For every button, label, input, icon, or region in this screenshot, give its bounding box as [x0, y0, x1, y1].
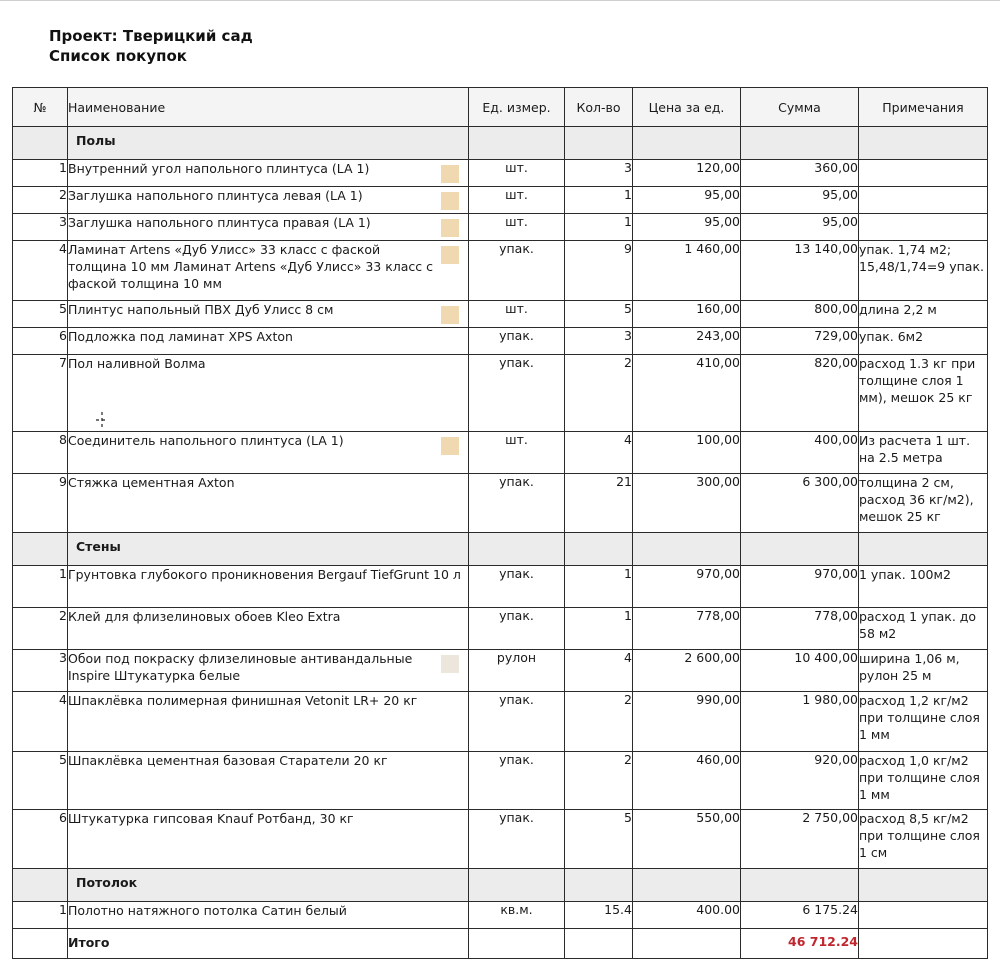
- row-number: 3: [13, 214, 68, 241]
- item-name: Полотно натяжного потолка Сатин белый: [68, 903, 347, 918]
- table-row: [13, 902, 988, 929]
- section-empty-cell: [741, 533, 859, 566]
- item-name-cell: [68, 810, 469, 869]
- item-note: ширина 1,06 м, рулон 25 м: [859, 650, 988, 692]
- section-num-cell: [13, 127, 68, 160]
- item-unit: упак.: [469, 608, 565, 650]
- column-header-note: Примечания: [859, 88, 988, 127]
- item-note: [859, 160, 988, 187]
- item-unit: упак.: [469, 241, 565, 301]
- item-name-cell: [68, 474, 469, 533]
- row-number: 6: [13, 328, 68, 355]
- item-note: расход 1.3 кг при толщине слоя 1 мм), мешок 25 кг: [859, 355, 988, 432]
- item-name-cell: [68, 902, 469, 929]
- material-swatch-icon: [441, 219, 459, 237]
- section-empty-cell: [859, 127, 988, 160]
- item-sum: 820,00: [741, 355, 859, 432]
- item-unit: упак.: [469, 355, 565, 432]
- item-unit: упак.: [469, 328, 565, 355]
- row-number: 3: [13, 650, 68, 692]
- item-price: 410,00: [633, 355, 741, 432]
- table-row: [13, 566, 988, 608]
- table-header-row: [13, 88, 988, 127]
- item-note: [859, 187, 988, 214]
- item-note: расход 1 упак. до 58 м2: [859, 608, 988, 650]
- item-qty: 2: [565, 692, 633, 752]
- item-price: 100,00: [633, 432, 741, 474]
- item-name: Соединитель напольного плинтуса (LA 1): [68, 433, 344, 448]
- section-empty-cell: [633, 533, 741, 566]
- item-note: Из расчета 1 шт. на 2.5 метра: [859, 432, 988, 474]
- material-swatch-icon: [441, 437, 459, 455]
- table-row: [13, 650, 988, 692]
- table-row: [13, 752, 988, 810]
- item-unit: упак.: [469, 752, 565, 810]
- section-title: Стены: [68, 533, 469, 566]
- total-empty-cell: [565, 929, 633, 959]
- item-unit: рулон: [469, 650, 565, 692]
- column-header-unit: Ед. измер.: [469, 88, 565, 127]
- item-name: Внутренний угол напольного плинтуса (LA 1): [68, 161, 370, 176]
- section-num-cell: [13, 869, 68, 902]
- row-number: 9: [13, 474, 68, 533]
- item-sum: 95,00: [741, 187, 859, 214]
- item-name-cell: [68, 692, 469, 752]
- item-qty: 3: [565, 328, 633, 355]
- item-qty: 1: [565, 608, 633, 650]
- item-sum: 729,00: [741, 328, 859, 355]
- item-qty: 21: [565, 474, 633, 533]
- item-sum: 13 140,00: [741, 241, 859, 301]
- item-sum: 920,00: [741, 752, 859, 810]
- item-price: 400.00: [633, 902, 741, 929]
- table-row: [13, 214, 988, 241]
- table-row: [13, 241, 988, 301]
- item-name: Шпаклёвка цементная базовая Старатели 20 кг: [68, 753, 388, 768]
- item-note: толщина 2 см, расход 36 кг/м2), мешок 25 кг: [859, 474, 988, 533]
- total-empty-cell: [469, 929, 565, 959]
- item-name: Клей для флизелиновых обоев Kleo Extra: [68, 609, 341, 624]
- page-title: Список покупок: [49, 47, 187, 65]
- column-header-sum: Сумма: [741, 88, 859, 127]
- top-border: [0, 0, 1000, 1]
- item-qty: 1: [565, 214, 633, 241]
- item-name-cell: [68, 187, 469, 214]
- section-num-cell: [13, 533, 68, 566]
- section-empty-cell: [741, 869, 859, 902]
- item-unit: шт.: [469, 301, 565, 328]
- row-number: 4: [13, 692, 68, 752]
- item-name: Заглушка напольного плинтуса правая (LA 1): [68, 215, 371, 230]
- row-number: 2: [13, 608, 68, 650]
- item-name: Стяжка цементная Axton: [68, 475, 235, 490]
- item-name: Подложка под ламинат XPS Axton: [68, 329, 293, 344]
- item-name: Обои под покраску флизелиновые антивандальные Inspire Штукатурка белые: [68, 651, 413, 683]
- item-name-cell: [68, 355, 469, 432]
- total-row: [13, 929, 988, 959]
- item-qty: 9: [565, 241, 633, 301]
- item-price: 460,00: [633, 752, 741, 810]
- section-empty-cell: [633, 869, 741, 902]
- item-name: Плинтус напольный ПВХ Дуб Улисс 8 см: [68, 302, 334, 317]
- item-price: 970,00: [633, 566, 741, 608]
- section-empty-cell: [565, 533, 633, 566]
- item-sum: 360,00: [741, 160, 859, 187]
- item-name-cell: [68, 752, 469, 810]
- section-empty-cell: [469, 533, 565, 566]
- section-empty-cell: [565, 869, 633, 902]
- total-empty-cell: [633, 929, 741, 959]
- item-name-cell: [68, 432, 469, 474]
- item-note: расход 8,5 кг/м2 при толщине слоя 1 см: [859, 810, 988, 869]
- table-row: [13, 608, 988, 650]
- section-empty-cell: [859, 869, 988, 902]
- item-sum: 2 750,00: [741, 810, 859, 869]
- section-empty-cell: [469, 869, 565, 902]
- item-qty: 4: [565, 650, 633, 692]
- item-price: 300,00: [633, 474, 741, 533]
- item-price: 95,00: [633, 214, 741, 241]
- item-price: 778,00: [633, 608, 741, 650]
- item-name: Пол наливной Волма: [68, 356, 206, 371]
- item-sum: 10 400,00: [741, 650, 859, 692]
- item-unit: шт.: [469, 187, 565, 214]
- item-qty: 4: [565, 432, 633, 474]
- item-qty: 3: [565, 160, 633, 187]
- item-name-cell: [68, 214, 469, 241]
- item-price: 120,00: [633, 160, 741, 187]
- item-unit: кв.м.: [469, 902, 565, 929]
- section-title: Потолок: [68, 869, 469, 902]
- row-number: 6: [13, 810, 68, 869]
- item-unit: упак.: [469, 474, 565, 533]
- material-swatch-icon: [441, 192, 459, 210]
- item-name: Ламинат Artens «Дуб Улисс» 33 класс с фаской толщина 10 мм Ламинат Artens «Дуб Улисс» 33 класс с фаской толщина 10 мм: [68, 242, 433, 291]
- row-number: 4: [13, 241, 68, 301]
- item-name-cell: [68, 608, 469, 650]
- document-header: [49, 26, 253, 66]
- total-num-cell: [13, 929, 68, 959]
- section-empty-cell: [633, 127, 741, 160]
- total-empty-cell: [859, 929, 988, 959]
- row-number: 5: [13, 752, 68, 810]
- item-note: упак. 6м2: [859, 328, 988, 355]
- text-cursor-icon: [94, 410, 110, 432]
- item-name: Шпаклёвка полимерная финишная Vetonit LR+ 20 кг: [68, 693, 418, 708]
- table-row: [13, 692, 988, 752]
- item-qty: 15.4: [565, 902, 633, 929]
- item-note: расход 1,2 кг/м2 при толщине слоя 1 мм: [859, 692, 988, 752]
- item-price: 2 600,00: [633, 650, 741, 692]
- item-name: Грунтовка глубокого проникновения Bergauf TiefGrunt 10 л: [68, 567, 461, 582]
- item-sum: 1 980,00: [741, 692, 859, 752]
- row-number: 2: [13, 187, 68, 214]
- row-number: 1: [13, 160, 68, 187]
- item-name: Заглушка напольного плинтуса левая (LA 1): [68, 188, 363, 203]
- column-header-name: Наименование: [68, 88, 469, 127]
- material-swatch-icon: [441, 306, 459, 324]
- material-swatch-icon: [441, 655, 459, 673]
- table-row: [13, 301, 988, 328]
- item-unit: шт.: [469, 214, 565, 241]
- section-empty-cell: [469, 127, 565, 160]
- item-sum: 6 300,00: [741, 474, 859, 533]
- item-sum: 95,00: [741, 214, 859, 241]
- item-note: упак. 1,74 м2; 15,48/1,74=9 упак.: [859, 241, 988, 301]
- item-name-cell: [68, 241, 469, 301]
- item-sum: 6 175.24: [741, 902, 859, 929]
- item-name-cell: [68, 301, 469, 328]
- section-row: [13, 127, 988, 160]
- table-row: [13, 810, 988, 869]
- item-unit: упак.: [469, 692, 565, 752]
- item-name-cell: [68, 160, 469, 187]
- row-number: 1: [13, 566, 68, 608]
- item-name-cell: [68, 566, 469, 608]
- table-row: [13, 355, 988, 432]
- column-header-price: Цена за ед.: [633, 88, 741, 127]
- project-title: Проект: Тверицкий сад: [49, 27, 253, 45]
- table-body: [13, 127, 988, 959]
- item-qty: 2: [565, 752, 633, 810]
- item-qty: 1: [565, 187, 633, 214]
- total-label: Итого: [68, 929, 469, 959]
- item-sum: 970,00: [741, 566, 859, 608]
- item-price: 550,00: [633, 810, 741, 869]
- item-note: 1 упак. 100м2: [859, 566, 988, 608]
- material-swatch-icon: [441, 246, 459, 264]
- item-sum: 400,00: [741, 432, 859, 474]
- item-name-cell: [68, 328, 469, 355]
- section-empty-cell: [741, 127, 859, 160]
- material-swatch-icon: [441, 165, 459, 183]
- column-header-qty: Кол-во: [565, 88, 633, 127]
- item-note: [859, 902, 988, 929]
- item-price: 243,00: [633, 328, 741, 355]
- section-row: [13, 533, 988, 566]
- table-row: [13, 474, 988, 533]
- item-price: 1 460,00: [633, 241, 741, 301]
- item-qty: 2: [565, 355, 633, 432]
- row-number: 7: [13, 355, 68, 432]
- total-sum: 46 712.24: [741, 929, 859, 959]
- column-header-num: №: [13, 88, 68, 127]
- item-unit: шт.: [469, 160, 565, 187]
- table-row: [13, 160, 988, 187]
- row-number: 5: [13, 301, 68, 328]
- item-unit: шт.: [469, 432, 565, 474]
- section-title: Полы: [68, 127, 469, 160]
- section-empty-cell: [565, 127, 633, 160]
- table-row: [13, 187, 988, 214]
- item-note: [859, 214, 988, 241]
- item-unit: упак.: [469, 810, 565, 869]
- section-row: [13, 869, 988, 902]
- item-price: 95,00: [633, 187, 741, 214]
- purchase-table: [12, 87, 988, 959]
- row-number: 1: [13, 902, 68, 929]
- item-name: Штукатурка гипсовая Knauf Ротбанд, 30 кг: [68, 811, 354, 826]
- row-number: 8: [13, 432, 68, 474]
- item-qty: 5: [565, 301, 633, 328]
- table-row: [13, 432, 988, 474]
- item-sum: 800,00: [741, 301, 859, 328]
- item-price: 160,00: [633, 301, 741, 328]
- item-note: расход 1,0 кг/м2 при толщине слоя 1 мм: [859, 752, 988, 810]
- section-empty-cell: [859, 533, 988, 566]
- table-row: [13, 328, 988, 355]
- item-sum: 778,00: [741, 608, 859, 650]
- item-qty: 5: [565, 810, 633, 869]
- item-note: длина 2,2 м: [859, 301, 988, 328]
- item-price: 990,00: [633, 692, 741, 752]
- item-qty: 1: [565, 566, 633, 608]
- item-unit: упак.: [469, 566, 565, 608]
- item-name-cell: [68, 650, 469, 692]
